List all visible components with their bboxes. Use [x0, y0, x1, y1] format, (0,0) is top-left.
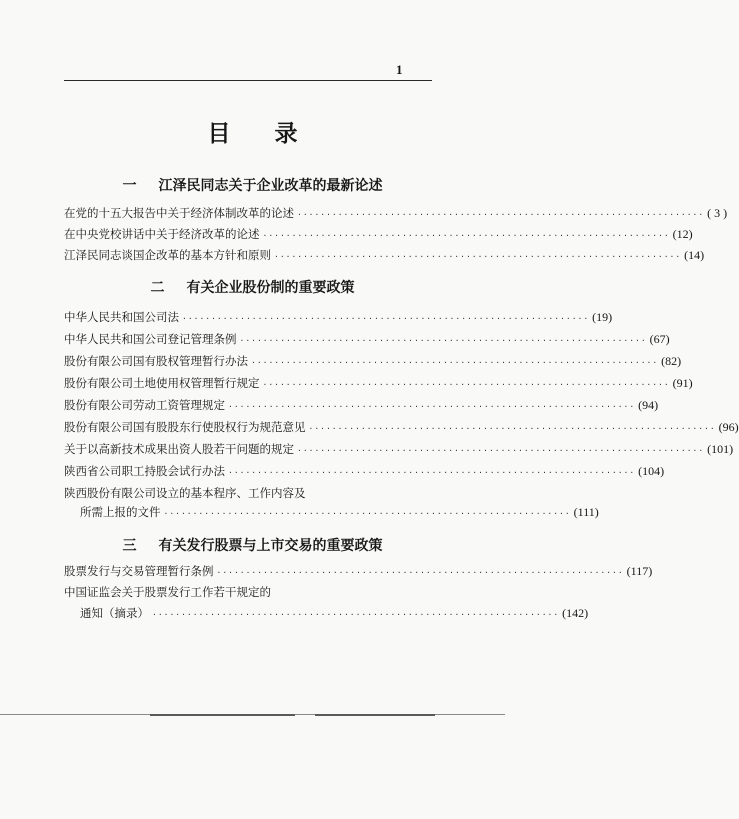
entry-page: (111) [573, 505, 599, 519]
entry-page: (12) [672, 227, 693, 241]
entry-page: (101) [707, 442, 734, 456]
section-number: 三 [122, 538, 137, 554]
scan-line [0, 714, 150, 715]
toc-entry[interactable] [64, 352, 682, 370]
entry-title: 中华人民共和国公司法 [64, 310, 179, 324]
entry-page: (91) [672, 376, 693, 390]
toc-entry[interactable] [64, 330, 670, 348]
entry-page: (67) [649, 332, 670, 346]
toc-entry[interactable] [64, 308, 613, 326]
entry-title: 在党的十五大报告中关于经济体制改革的论述 [64, 206, 294, 220]
toc-entry[interactable] [64, 204, 728, 222]
toc-entry[interactable] [64, 374, 693, 392]
toc-entry[interactable] [64, 246, 705, 264]
section-heading-1 [0, 175, 505, 195]
section-heading-2 [0, 277, 505, 297]
toc-entry[interactable] [80, 503, 599, 521]
section-title: 江泽民同志关于企业改革的最新论述 [158, 178, 383, 194]
entry-title: 关于以高新技术成果出资人股若干问题的规定 [64, 442, 294, 456]
section-number: 一 [122, 178, 137, 194]
dot-leader: ······································································ [239, 336, 647, 345]
section-heading-3 [0, 535, 505, 555]
entry-title: 股票发行与交易管理暂行条例 [64, 564, 214, 578]
dot-leader: ······································································ [262, 231, 670, 240]
entry-title: 江泽民同志谈国企改革的基本方针和原则 [64, 248, 271, 262]
entry-title: 陕西省公司职工持股会试行办法 [64, 464, 225, 478]
section-number: 二 [150, 280, 165, 296]
scan-line [150, 714, 295, 716]
toc-entry[interactable] [64, 440, 734, 458]
dot-leader: ······································································ [152, 610, 560, 619]
header-rule [64, 80, 432, 81]
entry-page: (19) [592, 310, 613, 324]
dot-leader: ······································································ [216, 568, 624, 577]
entry-title: 股份有限公司国有股权管理暂行办法 [64, 354, 248, 368]
entry-title: 所需上报的文件 [80, 505, 161, 519]
entry-page: (96) [718, 420, 739, 434]
dot-leader: ······································································ [297, 210, 705, 219]
entry-title-first-line[interactable]: 陕西股份有限公司设立的基本程序、工作内容及 [64, 486, 306, 500]
entry-title: 通知（摘录） [80, 606, 149, 620]
toc-title: 目录 [207, 121, 342, 147]
page-number: 1 [396, 62, 403, 77]
dot-leader: ······································································ [163, 509, 571, 518]
toc-entry[interactable] [80, 604, 589, 622]
dot-leader: ······································································ [228, 402, 636, 411]
scan-line [295, 714, 315, 715]
entry-title: 股份有限公司劳动工资管理规定 [64, 398, 225, 412]
section-title: 有关企业股份制的重要政策 [186, 280, 355, 296]
dot-leader: ······································································ [262, 380, 670, 389]
entry-page: (142) [562, 606, 589, 620]
toc-entry[interactable] [64, 418, 739, 436]
scan-line [435, 714, 505, 715]
entry-title: 股份有限公司国有股股东行使股权行为规范意见 [64, 420, 306, 434]
dot-leader: ······································································ [228, 468, 636, 477]
entry-title: 中华人民共和国公司登记管理条例 [64, 332, 237, 346]
toc-entry[interactable] [64, 562, 653, 580]
toc-entry[interactable] [64, 462, 665, 480]
section-title: 有关发行股票与上市交易的重要政策 [158, 538, 383, 554]
entry-page: (14) [684, 248, 705, 262]
entry-title: 股份有限公司土地使用权管理暂行规定 [64, 376, 260, 390]
entry-title-first-line[interactable]: 中国证监会关于股票发行工作若干规定的 [64, 585, 271, 599]
dot-leader: ······································································ [274, 252, 682, 261]
entry-page: (117) [626, 564, 653, 578]
entry-page: (94) [638, 398, 659, 412]
entry-page: ( 3 ) [707, 206, 728, 220]
entry-page: (104) [638, 464, 665, 478]
dot-leader: ······································································ [182, 314, 590, 323]
dot-leader: ······································································ [308, 424, 716, 433]
toc-entry[interactable] [64, 225, 693, 243]
dot-leader: ······································································ [251, 358, 659, 367]
entry-page: (82) [661, 354, 682, 368]
dot-leader: ······································································ [297, 446, 705, 455]
toc-entry[interactable] [64, 396, 659, 414]
entry-title: 在中央党校讲话中关于经济改革的论述 [64, 227, 260, 241]
scan-line [315, 714, 435, 716]
